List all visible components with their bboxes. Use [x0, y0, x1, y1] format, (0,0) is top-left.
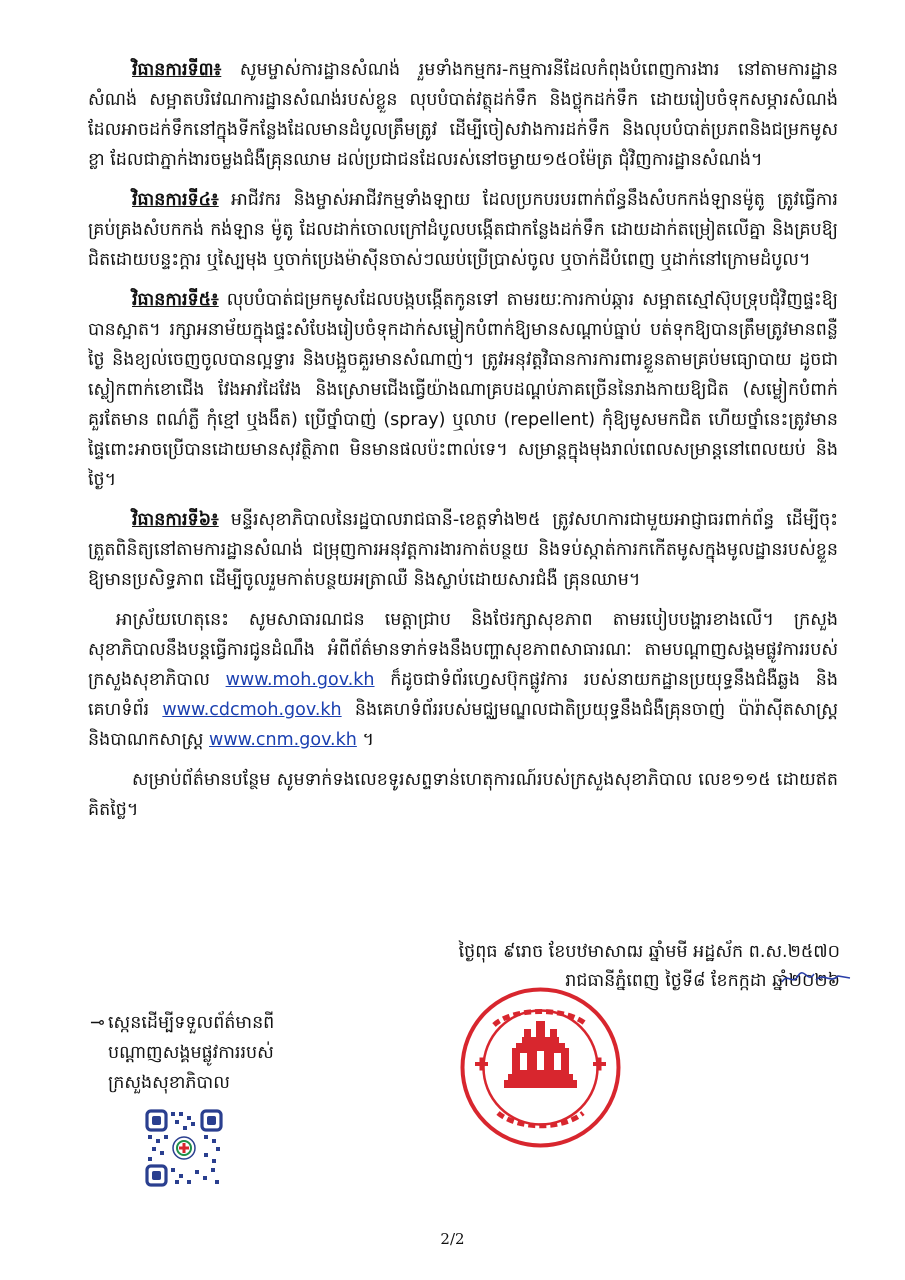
closing-text-mid1: ក៏ដូចជាទំព័រហ្វេសប៊ុកផ្លូវការ របស់នាយកដ្ឋានប្រយុទ្ធនឹងជំងឺឆ្លង និងគេហទំព័រ [88, 670, 838, 720]
hotline-paragraph: សម្រាប់ព័ត៌មានបន្ថែម សូមទាក់ទងលេខទូរសព្ទទាន់ហេតុការណ៍របស់ក្រសួងសុខាភិបាល លេខ១១៥ ដោយឥតគិតថ្លៃ។ [88, 770, 838, 820]
cdcmoh-website-link[interactable]: www.cdcmoh.gov.kh [162, 700, 342, 720]
measure-6-heading: វិធានការទី៦៖ [132, 510, 219, 530]
measure-5-heading: វិធានការទី៥៖ [132, 290, 219, 310]
measure-6-paragraph [88, 505, 838, 595]
page-number: 2/2 [440, 1230, 465, 1248]
measure-3-body: សូមម្ចាស់ការដ្ឋានសំណង់ រួមទាំងកម្មករ-កម្មការនីដែលកំពុងបំពេញការងារ នៅតាមការដ្ឋានសំណង់ សម្អាតបរិវេណការដ្ឋានសំណង់របស់ខ្លួន លុបបំបាត់វត្ថុដក់ទឹក និងថ្លុកដក់ទឹក ដោយរៀបចំទុកសម្ភារសំណង់ដែលអាចដក់ទឹកនៅក្នុងទីកន្លែងដែលមានដំបូលត្រឹមត្រូវ ដើម្បីចៀសវាងការដក់ទឹក និងលុបបំបាត់ប្រភពនិងជម្រកមូសខ្លា ដែលជាភ្នាក់ងារចម្លងជំងឺគ្រុនឈាម ដល់ប្រជាជនដែលរស់នៅចម្ងាយ១៥០ម៉ែត្រ ជុំវិញការដ្ឋានសំណង់។ [88, 60, 838, 170]
moh-website-link[interactable]: www.moh.gov.kh [225, 670, 375, 690]
closing-text-start: អាស្រ័យហេតុនេះ សូមសាធារណជន មេត្តាជ្រាប និងថែរក្សាសុខភាព តាមរបៀបបង្ហារខាងលើ។ ក្រសួងសុខាភិបាលនឹងបន្តធ្វើការជូនដំណឹង អំពីព័ត៌មានទាក់ទងនឹងបញ្ហាសុខភាពសាធារណៈ តាមបណ្តាញសង្គមផ្លូវការរបស់ក្រសួងសុខាភិបាល [88, 610, 838, 690]
qr-scan-note [90, 1008, 350, 1098]
ministry-seal-stamp [458, 985, 623, 1150]
measure-5-paragraph [88, 285, 838, 495]
cnm-website-link[interactable]: www.cnm.gov.kh [209, 730, 357, 750]
measure-4-paragraph [88, 185, 838, 275]
scan-note-line-1: ស្កេនដើម្បីទទួលព័ត៌មានពី [108, 1013, 275, 1033]
bullet-icon: ⊸ [90, 1013, 105, 1033]
measure-3-paragraph [88, 55, 838, 175]
closing-text-end: ។ [362, 730, 374, 750]
measure-4-heading: វិធានការទី៤៖ [132, 190, 219, 210]
measure-5-body: លុបបំបាត់ជម្រកមូសដែលបង្កបង្កើតកូនទៅ តាមរយៈការកាប់ឆ្ការ សម្អាតស្មៅស៊ុបទ្រុបជុំវិញផ្ទះឱ្យបានស្អាត។ រក្សាអនាម័យក្នុងផ្ទះសំបែងរៀបចំទុកដាក់សម្លៀកបំពាក់ឱ្យមានសណ្តាប់ធ្នាប់ បត់ទុកឱ្យបានត្រឹមត្រូវមានពន្លឺថ្ងៃ និងខ្យល់ចេញចូលបានល្អទ្វារ និងបង្អួចគួរមានសំណាញ់។ ត្រូវអនុវត្តវិធានការការពារខ្លួនតាមគ្រប់មធ្យោបាយ ដូចជាស្លៀកពាក់ខោជើង វែងអាវដៃវែង និងស្រោមជើងធ្វើយ៉ាងណាគ្របដណ្តប់ភាគច្រើននៃរាងកាយឱ្យជិត (សម្លៀកបំពាក់គួរតែមាន ពណ៌ភ្លឺ កុំខ្មៅ ឬងងឹត) ប្រើថ្នាំបាញ់ (spray) ឬលាប (repellent) កុំឱ្យមូសមកជិត ហើយថ្នាំនេះត្រូវមានផ្ទៃពោះអាចប្រើបានដោយមានសុវត្ថិភាព មិនមានផលប៉ះពាល់ទេ។ សម្រាន្តក្នុងមុងរាល់ពេលសម្រាន្តនៅពេលយប់ និងថ្ងៃ។ [88, 290, 838, 490]
lunar-date: ថ្ងៃពុធ ៩រោច ខែបឋមាសាឍ ឆ្នាំមមី អដ្ឋស័ក ព.ស.២៥៧០ [458, 942, 840, 962]
measure-6-body: មន្ទីរសុខាភិបាលនៃរដ្ឋបាលរាជធានី-ខេត្តទាំង២៥ ត្រូវសហការជាមួយអាជ្ញាធរពាក់ព័ន្ធ ដើម្បីចុះត្រួតពិនិត្យនៅតាមការដ្ឋានសំណង់ ជម្រុញការអនុវត្តការងារកាត់បន្ថយ និងទប់ស្កាត់ការកកើតមូសក្នុងមូលដ្ឋានរបស់ខ្លួនឱ្យមានប្រសិទ្ធភាព ដើម្បីចូលរួមកាត់បន្ថយអត្រាឈឺ និងស្លាប់ដោយសារជំងឺ គ្រុនឈាម។ [88, 510, 838, 590]
measure-3-heading: វិធានការទី៣៖ [132, 60, 222, 80]
document-body [88, 55, 838, 835]
signature-mark [780, 968, 852, 988]
qr-code[interactable] [144, 1108, 224, 1188]
scan-note-line-3: ក្រសួងសុខាភិបាល [108, 1073, 230, 1093]
measure-4-body: អាជីវករ និងម្ចាស់អាជីវកម្មទាំងឡាយ ដែលប្រកបរបរពាក់ព័ន្ធនឹងសំបកកង់ឡានម៉ូតូ ត្រូវធ្វើការគ្រប់គ្រងសំបកកង់ កង់ឡាន ម៉ូតូ ដែលដាក់ចោលក្រៅដំបូលបង្កើតជាកន្លែងដក់ទឹក ដោយដាក់តម្រៀតលើគ្នា និងគ្របឱ្យជិតដោយបន្ទះក្តារ ឬស្បៃមុង ឬចាក់ប្រេងម៉ាស៊ីនចាស់ៗឈប់ប្រើប្រាស់ចូល ឬចាក់ដីបំពេញ ឬដាក់នៅក្រោមដំបូល។ [88, 190, 838, 270]
scan-note-line-2: បណ្តាញសង្គមផ្លូវការរបស់ [108, 1043, 274, 1063]
solar-date: រាជធានីភ្នំពេញ ថ្ងៃទី៨ ខែកក្កដា ឆ្នាំ២០២៦ [565, 971, 840, 991]
closing-paragraph [88, 605, 838, 755]
closing-text-mid2: និងគេហទំព័ររបស់មជ្ឈមណ្ឌលជាតិប្រយុទ្ធនឹងជំងឺគ្រុនចាញ់ ប៉ារ៉ាស៊ីតសាស្ត្រ និងបាណកសាស្ត្រ [88, 700, 838, 750]
